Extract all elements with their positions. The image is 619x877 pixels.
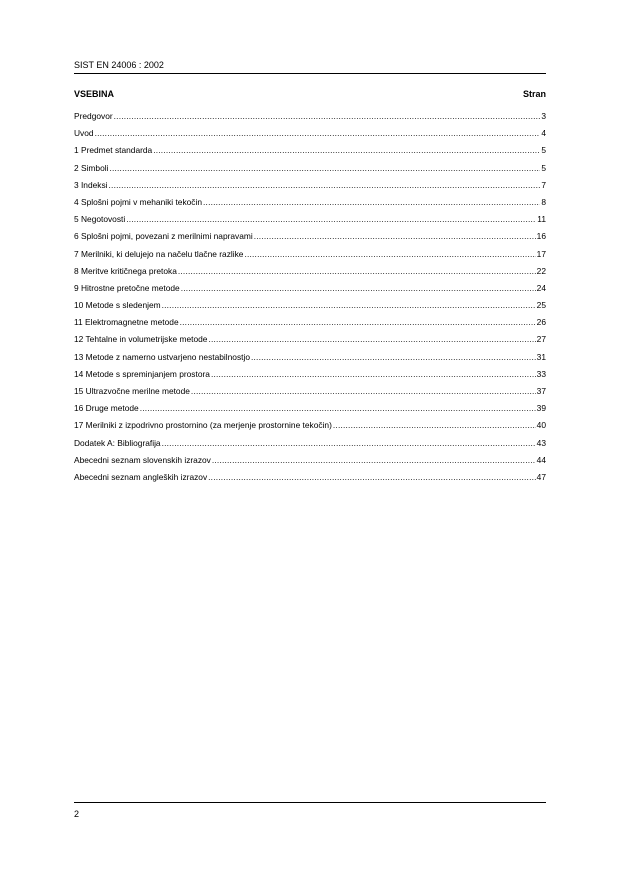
toc-entry-label: Uvod bbox=[74, 128, 94, 139]
toc-leader-dots bbox=[153, 145, 540, 155]
toc-leader-dots bbox=[95, 128, 541, 138]
table-of-contents bbox=[74, 111, 546, 489]
toc-entry-page: 25 bbox=[536, 300, 546, 311]
toc-leader-dots bbox=[203, 197, 540, 207]
toc-entry-label: 6 Splošni pojmi, povezani z merilnimi napravami bbox=[74, 231, 253, 242]
toc-entry-label: Abecedni seznam angleških izrazov bbox=[74, 471, 208, 482]
toc-leader-dots bbox=[140, 403, 536, 413]
toc-entry-page: 33 bbox=[536, 368, 546, 379]
toc-entry-page: 37 bbox=[536, 386, 546, 396]
toc-leader-dots bbox=[181, 283, 536, 293]
toc-entry[interactable] bbox=[74, 438, 546, 455]
toc-entry-label: 1 Predmet standarda bbox=[74, 145, 153, 156]
document-header: SIST EN 24006 : 2002 bbox=[74, 60, 164, 70]
toc-leader-dots bbox=[333, 420, 536, 430]
toc-entry-label: 16 Druge metode bbox=[74, 403, 139, 414]
toc-entry-label: Dodatek A: Bibliografija bbox=[74, 437, 161, 448]
toc-entry[interactable] bbox=[74, 180, 546, 197]
toc-entry-label: 9 Hitrostne pretočne metode bbox=[74, 282, 180, 293]
toc-leader-dots bbox=[208, 472, 536, 482]
toc-entry[interactable] bbox=[74, 266, 546, 283]
toc-entry-label: 13 Metode z namerno ustvarjeno nestabilnostjo bbox=[74, 351, 250, 362]
toc-entry-page: 31 bbox=[536, 351, 546, 362]
toc-entry[interactable] bbox=[74, 283, 546, 300]
toc-entry-page: 47 bbox=[536, 471, 546, 482]
toc-entry[interactable] bbox=[74, 214, 546, 231]
toc-entry-label: Predgovor bbox=[74, 111, 113, 121]
toc-leader-dots bbox=[180, 317, 536, 327]
toc-entry-label: 2 Simboli bbox=[74, 162, 109, 173]
toc-leader-dots bbox=[109, 163, 540, 173]
toc-entry[interactable] bbox=[74, 145, 546, 162]
toc-entry[interactable] bbox=[74, 369, 546, 386]
toc-entry-page: 5 bbox=[541, 162, 546, 173]
toc-entry-label: 17 Merilniki z izpodrivno prostornino (za merjenje prostornine tekočin) bbox=[74, 420, 332, 431]
toc-leader-dots bbox=[212, 455, 536, 465]
toc-entry-page: 27 bbox=[536, 334, 546, 345]
toc-entry[interactable] bbox=[74, 334, 546, 351]
toc-entry[interactable] bbox=[74, 128, 546, 145]
toc-entry-page: 17 bbox=[536, 248, 546, 259]
toc-entry-page: 5 bbox=[541, 145, 546, 156]
toc-entry-label: 11 Elektromagnetne metode bbox=[74, 317, 179, 328]
toc-leader-dots bbox=[114, 111, 541, 121]
toc-entry-label: 15 Ultrazvočne merilne metode bbox=[74, 386, 190, 396]
footer-rule bbox=[74, 802, 546, 803]
toc-entry-page: 44 bbox=[536, 454, 546, 465]
toc-entry-label: 8 Meritve kritičnega pretoka bbox=[74, 265, 177, 276]
toc-entry[interactable] bbox=[74, 111, 546, 128]
toc-leader-dots bbox=[251, 352, 536, 362]
contents-title: VSEBINA bbox=[74, 89, 115, 99]
toc-entry-label: 14 Metode s spreminjanjem prostora bbox=[74, 368, 210, 379]
toc-entry-label: 5 Negotovosti bbox=[74, 214, 126, 225]
toc-entry-page: 39 bbox=[536, 403, 546, 414]
toc-entry[interactable] bbox=[74, 403, 546, 420]
toc-entry[interactable] bbox=[74, 163, 546, 180]
toc-entry-page: 26 bbox=[536, 317, 546, 328]
toc-entry-page: 43 bbox=[536, 437, 546, 448]
toc-leader-dots bbox=[208, 334, 535, 344]
contents-page-label: Stran bbox=[522, 89, 546, 99]
toc-entry[interactable] bbox=[74, 317, 546, 334]
header-rule bbox=[74, 73, 546, 74]
toc-entry[interactable] bbox=[74, 231, 546, 248]
toc-leader-dots bbox=[254, 231, 536, 241]
toc-leader-dots bbox=[178, 266, 536, 276]
toc-leader-dots bbox=[109, 180, 541, 190]
toc-entry-label: 7 Merilniki, ki delujejo na načelu tlačne razlike bbox=[74, 248, 244, 259]
toc-entry[interactable] bbox=[74, 455, 546, 472]
toc-leader-dots bbox=[191, 386, 536, 396]
toc-entry[interactable] bbox=[74, 300, 546, 317]
toc-entry-label: 12 Tehtalne in volumetrijske metode bbox=[74, 334, 208, 345]
toc-entry-label: Abecedni seznam slovenskih izrazov bbox=[74, 454, 211, 465]
toc-entry-page: 3 bbox=[541, 111, 546, 121]
toc-leader-dots bbox=[244, 249, 535, 259]
toc-entry[interactable] bbox=[74, 386, 546, 403]
toc-entry-page: 8 bbox=[541, 196, 546, 207]
toc-entry[interactable] bbox=[74, 472, 546, 489]
toc-leader-dots bbox=[211, 369, 536, 379]
toc-leader-dots bbox=[126, 214, 536, 224]
toc-entry-label: 4 Splošni pojmi v mehaniki tekočin bbox=[74, 196, 203, 207]
toc-leader-dots bbox=[162, 300, 536, 310]
toc-entry[interactable] bbox=[74, 352, 546, 369]
toc-entry-label: 3 Indeksi bbox=[74, 179, 108, 190]
toc-entry[interactable] bbox=[74, 420, 546, 437]
toc-entry-page: 22 bbox=[536, 265, 546, 276]
contents-title-row bbox=[74, 89, 546, 99]
toc-leader-dots bbox=[162, 438, 536, 448]
toc-entry-page: 7 bbox=[541, 179, 546, 190]
toc-entry-page: 11 bbox=[537, 214, 546, 225]
toc-entry-page: 4 bbox=[541, 128, 546, 139]
page-number: 2 bbox=[74, 809, 80, 819]
toc-entry-page: 40 bbox=[536, 420, 546, 431]
toc-entry-page: 24 bbox=[536, 282, 546, 293]
toc-entry[interactable] bbox=[74, 249, 546, 266]
toc-entry-label: 10 Metode s sledenjem bbox=[74, 300, 161, 311]
toc-entry-page: 16 bbox=[536, 231, 546, 242]
toc-entry[interactable] bbox=[74, 197, 546, 214]
